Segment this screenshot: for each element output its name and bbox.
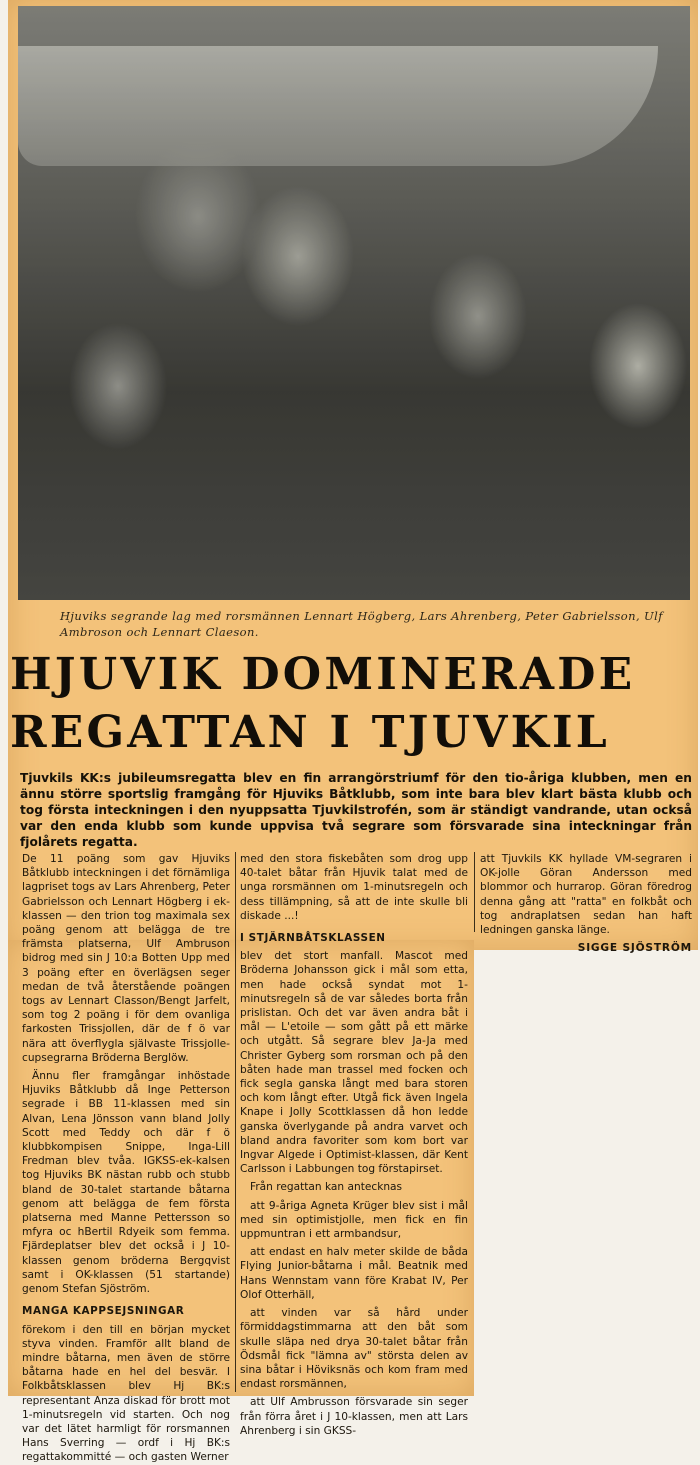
headline-line-1: HJUVIK DOMINERADE	[10, 649, 636, 700]
article-column-2	[240, 852, 468, 1437]
paragraph: att Tjuvkils KK hyllade VM-segraren i OK-jolle Göran Andersson med blommor och hurrarop. Göran föredrog denna gång att "ratta" en folkbåt och tog andraplatsen sedan han haft ledningen ganska länge.	[480, 853, 692, 937]
team-photo	[18, 6, 690, 600]
article-column-3	[480, 852, 692, 955]
paragraph: att 9-åriga Agneta Krüger blev sist i mål med sin optimistjolle, men fick en fin uppmuntran i ett armbandsur,	[240, 1199, 468, 1241]
column-divider	[235, 852, 236, 1392]
byline-signature: SIGGE SJÖSTRÖM	[577, 942, 692, 955]
boat-hull-shape	[18, 46, 658, 166]
paragraph: De 11 poäng som gav Hjuviks Båtklubb inteckningen i det förnämliga lagpriset togs av Lars Ahrenberg, Peter Gabrielsson och Lennart Högberg i ek-klassen — den trion tog maximala sex poäng genom att belägga de tre främsta platserna, Ulf Ambruson bidrog med sin J 10:a Botten Upp med 3 poäng efter en överlägsen seger medan de två återstående poängen togs av Lennart Classon/Bengt Jarfelt, som tog 2 poäng i för dem ovanliga farkosten Trissjollen, där de f ö var nära att överflygla självaste Trissjolle-cupsegrarna Bröderna Berglöw.	[22, 853, 230, 1064]
article-column-1	[22, 852, 230, 1464]
paragraph: att Ulf Ambrusson försvarade sin seger från förra året i J 10-klassen, men att Lars Ahrenberg i sin GKSS-	[240, 1396, 468, 1437]
paragraph: att endast en halv meter skilde de båda Flying Junior-båtarna i mål. Beatnik med Hans Wennstam vann före Krabat IV, Per Olof Otterhäll,	[240, 1246, 468, 1301]
paragraph: Från regattan kan antecknas	[250, 1181, 403, 1194]
paragraph: att vinden var så hård under förmiddagstimmarna att den båt som skulle släpa ned drya 30-talet båtar från Ödsmål fick "lämna av" största delen av sina båtar i Höviksnäs och kom fram med endast rorsmännen,	[240, 1307, 468, 1391]
photo-caption: Hjuviks segrande lag med rorsmännen Lennart Högberg, Lars Ahrenberg, Peter Gabrielsson, Ulf Ambroson och Lennart Claeson.	[60, 609, 663, 639]
paragraph: med den stora fiskebåten som drog upp 40-talet båtar från Hjuvik talat med de unga rorsmännen om 1-minutsregeln och dess tillämpning, så att de inte skulle bli diskade ...!	[240, 853, 468, 922]
headline-line-2: REGATTAN I TJUVKIL	[10, 707, 610, 758]
subheading: MANGA KAPPSEJSNINGAR	[22, 1305, 185, 1318]
paragraph: förekom i den till en början mycket styva vinden. Framför allt bland de mindre båtarna, men även de större båtarna hade en hel del besvär. I Folkbåtsklassen blev Hj BK:s representant Anza diskad för brott mot 1-minutsregeln vid starten. Och nog var det lätet harmligt för rorsmannen Hans Sverring — ordf i Hj BK:s regattakommitté — och gasten Werner	[22, 1323, 230, 1464]
paragraph: blev det stort manfall. Mascot med Bröderna Johansson gick i mål som etta, men hade också syndat mot 1-minutsregeln så de var således borta från prislistan. Och det var även andra båt i mål — L'etoile — som gått på ett märke och utgått. Så segrare blev Ja-Ja med Christer Gyberg som rorsman och på den båten hade man trassel med focken och fick segla ganska långt med bara storen och kom långt efter. Utgå fick även Ingela Knape i Jolly Scottklassen då hon ledde ganska överlygande på andra varvet och bland andra favoriter som kom bort var Ingvar Algede i Optimist-klassen, där Kent Carlsson i Labbungen tog förstapirset.	[240, 950, 468, 1176]
column-divider	[474, 852, 475, 932]
subheading: I STJÄRNBÅTSKLASSEN	[240, 932, 386, 945]
paragraph: Ännu fler framgångar inhöstade Hjuviks Båtklubb då Inge Petterson segrade i BB 11-klassen med sin Alvan, Lena Jönsson vann bland Jolly Scott med Teddy och där f ö klubbkompisen Snippe, Inga-Lill Fredman blev tvåa. IGKSS-ek-kalsen tog Hjuviks BK nästan rubb och stubb bland de 30-talet startande båtarna genom att belägga de fem första platserna med Manne Pettersson so mfyra oc hBertil Rdyeik som femma. Fjärdeplatser blev det också i J 10-klassen genom bröderna Bergqvist samt i OK-klassen (51 startande) genom Stefan Sjöström.	[22, 1070, 230, 1296]
lead-paragraph: Tjuvkils KK:s jubileumsregatta blev en fin arrangörstriumf för den tio-åriga klubben, men en ännu större sportslig framgång för Hjuviks Båtklubb, som inte bara blev klart bästa klubb och tog första inteckningen i den nyuppsatta Tjuvkilstrofén, som är ständigt vandrande, utan också var den enda klubb som kunde uppvisa två segrare som försvarade sina inteckningar från fjolårets regatta.	[20, 771, 692, 849]
